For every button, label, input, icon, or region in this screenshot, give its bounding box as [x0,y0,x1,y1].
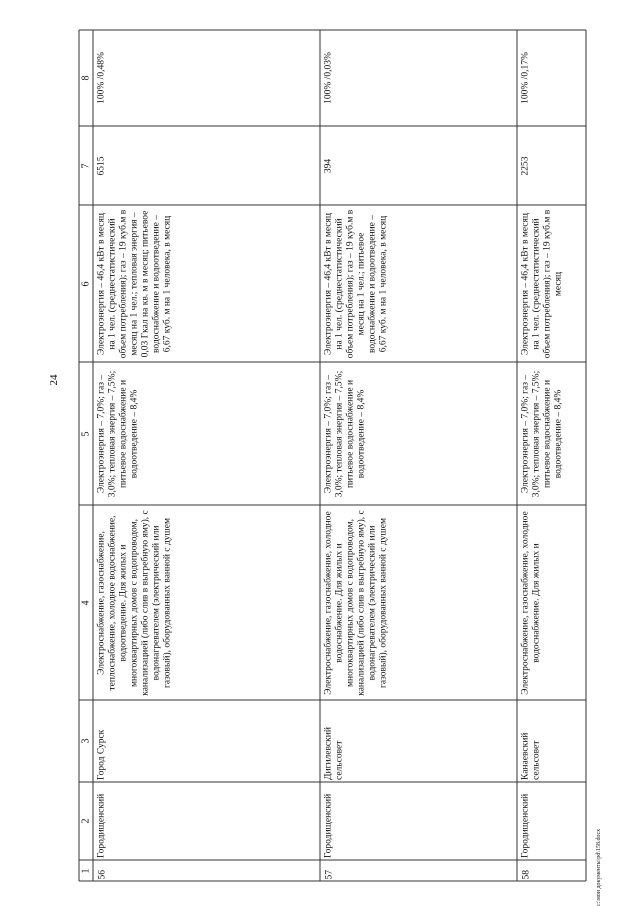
table-row-58-settlement: Канаевский сельсовет [520,732,541,780]
table-row-56-num: 56 [97,869,107,879]
header-col-1: 1 [80,868,92,873]
table-row-56-services: Электроснабжение, газоснабжение, теплоснабжение, холодное водоснабжение, водоотведение. Для жилых и многоквартирных домов с водопроводом, канализацией (либо слив в выгребную яму), с водонагревателем (электрический или газовый), оборудованных ванной с душем [96,509,172,696]
footer-file-path: c:\мои документы\pd\158.docx [596,828,602,906]
table-row-58-services: Электроснабжение, газоснабжение, холодное водоснабжение. Для жилых и [520,510,541,695]
data-table [79,30,586,881]
table-row-58-share: 100% /0,17% [520,52,530,104]
table-row-56-growth: Электроэнергия – 7,0%; газ – 3,0%; тепловая энергия – 7,5%; питьевое водоснабжение и водоотведение – 8,4% [96,370,139,497]
table-row-57-district: Городищенский [323,793,333,858]
table-row-57-growth: Электроэнергия – 7,0%; газ – 3,0%; тепловая энергия – 7,5%; питьевое водоснабжение и водоотведение – 8,4% [323,370,366,497]
header-col-6: 6 [80,281,92,286]
table-row-56-population: 6515 [96,156,106,175]
table-row-58-district: Городищенский [520,793,530,858]
header-col-8: 8 [80,75,92,81]
table-row-57-num: 57 [324,869,334,879]
table-row-56-share: 100% /0,48% [96,52,106,104]
header-col-5: 5 [80,431,92,436]
table-row-58-norms: Электроэнергия – 46,4 кВт в месяц на 1 чел. (среднестатистический объем потребления); газ – 19 куб.м в месяц [520,209,563,358]
table-row-56-norms: Электроэнергия – 46,4 кВт в месяц на 1 чел. (среднестатистический объем потребления); газ – 19 куб.м в месяц на 1 чел.; тепловая энергия – 0,03 Гкал на кв. м в месяц; питьевое водоснабжение и водоотведение – 6,67 куб. м на 1 человека, в месяц [96,209,172,358]
table-row-56-district: Городищенский [96,793,106,858]
table-row-57-share: 100% /0,03% [323,52,333,104]
table-row-57-services: Электроснабжение, газоснабжение, холодное водоснабжение. Для жилых и многоквартирных домов с водопроводом, канализацией (либо слив в выгребную яму), с водонагревателем (электрический или газовый), оборудованных ванной с душем [323,509,388,696]
table-row-58-num: 58 [521,869,531,879]
header-col-3: 3 [80,738,92,744]
header-col-7: 7 [80,163,92,168]
header-col-4: 4 [80,600,92,605]
table-row-58-growth: Электроэнергия – 7,0%; газ – 3,0%; тепловая энергия – 7,5%; питьевое водоснабжение и водоотведение – 8,4% [520,370,563,497]
page-number: 24 [48,374,60,386]
table-row-56-settlement: Город Сурск [96,729,106,780]
table-row-57-population: 394 [323,158,333,173]
table-row-57-settlement: Дигилевский сельсовет [323,727,344,780]
header-col-2: 2 [80,818,92,824]
table-row-58-population: 2253 [520,156,530,175]
table-row-57-norms: Электроэнергия – 46,4 кВт в месяц на 1 чел. (среднестатистический объем потребления); газ – 19 куб.м в месяц на 1 чел.; питьевое водоснабжение и водоотведение – 6,67 куб. м на 1 человека, в месяц [323,209,388,358]
